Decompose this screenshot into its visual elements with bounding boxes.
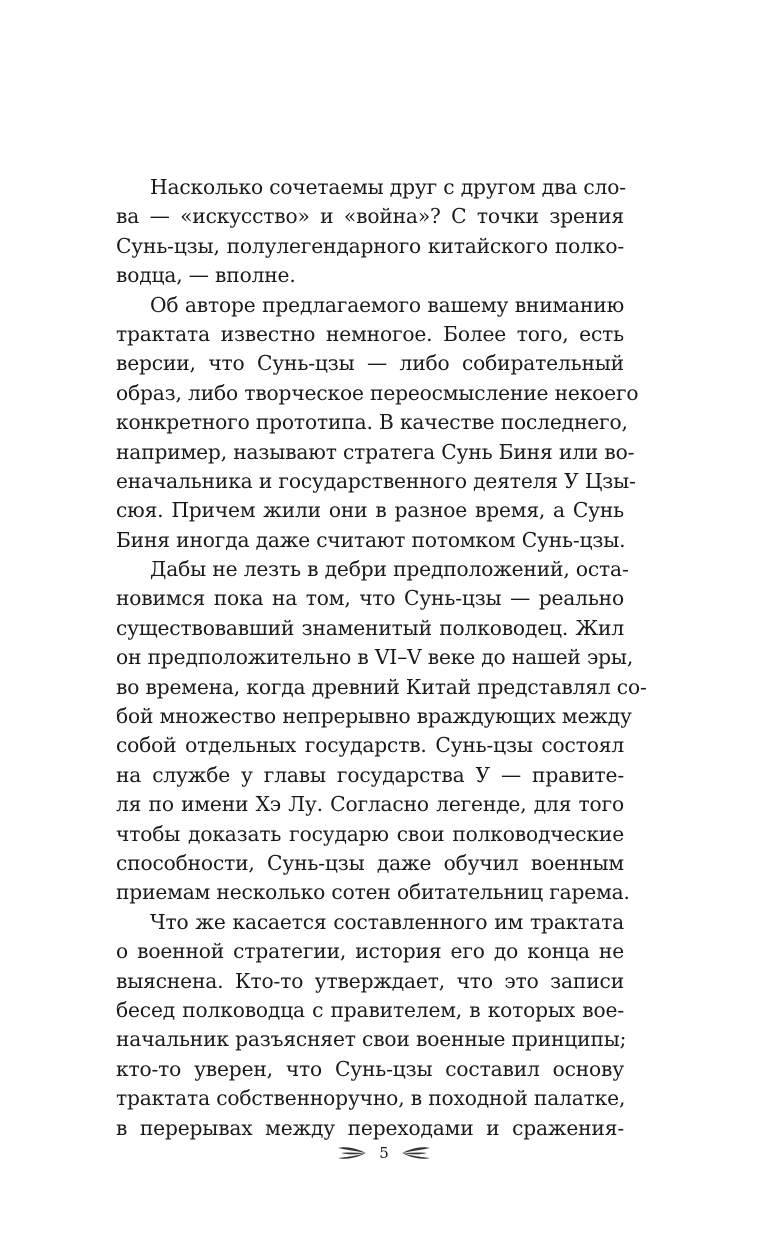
text-line: приемам несколько сотен обитательниц гарема.	[116, 880, 630, 905]
text-line: Что же касается составленного им трактата	[150, 909, 624, 934]
leaf-ornament-icon	[337, 1145, 367, 1161]
text-line: кто-то уверен, что Сунь-цзы составил основу	[116, 1056, 624, 1081]
text-line: он предположительно в VI–V веке до нашей эры,	[116, 645, 634, 670]
body-text	[116, 173, 647, 1143]
text-line: бесед полководца с правителем, в которых вое-	[116, 997, 624, 1022]
leaf-ornament-icon	[401, 1145, 431, 1161]
text-line: конкретного прототипа. В качестве последнего,	[116, 410, 628, 435]
text-line: Дабы не лезть в дебри предположений, оста-	[150, 557, 629, 582]
text-line: чтобы доказать государю свои полководческие	[116, 821, 624, 846]
text-line: Сунь-цзы, полулегендарного китайского полко-	[116, 233, 624, 258]
text-line: еначальника и государственного деятеля У Цзы-	[116, 468, 636, 493]
text-line: о военной стратегии, история его до конца не	[116, 939, 624, 964]
text-line: образ, либо творческое переосмысление некоего	[116, 380, 639, 405]
text-line: начальник разъясняет свои военные принципы;	[116, 1027, 627, 1052]
text-line: новимся пока на том, что Сунь-цзы — реально	[116, 586, 624, 611]
text-line: ва — «искусство» и «война»? С точки зрения	[116, 204, 624, 229]
text-line: Об авторе предлагаемого вашему вниманию	[150, 292, 624, 317]
text-line: способности, Сунь-цзы даже обучил военным	[116, 850, 624, 875]
text-line: версии, что Сунь-цзы — либо собирательный	[116, 351, 624, 376]
text-line: сюя. Причем жили они в разное время, а Сунь	[116, 498, 624, 523]
text-line: трактата собственноручно, в походной палатке,	[116, 1086, 626, 1111]
text-line: например, называют стратега Сунь Биня или во-	[116, 439, 635, 464]
text-line: на службе у главы государства У — правите-	[116, 762, 624, 787]
text-line: водца, — вполне.	[116, 263, 296, 288]
text-line: во времена, когда древний Китай представлял со-	[116, 674, 647, 699]
page-footer	[0, 1141, 768, 1165]
text-line: Насколько сочетаемы друг с другом два сло-	[150, 175, 626, 199]
text-line: трактата известно немногое. Более того, есть	[116, 321, 624, 346]
text-line: существовавший знаменитый полководец. Жил	[116, 615, 624, 640]
text-line: бой множество непрерывно враждующих между	[116, 704, 632, 729]
page-number: 5	[379, 1144, 389, 1162]
text-line: в перерывах между переходами и сражения-	[116, 1115, 624, 1140]
text-line: выяснена. Кто-то утверждает, что это записи	[116, 968, 624, 993]
text-line: Биня иногда даже считают потомком Сунь-цзы.	[116, 527, 626, 552]
text-line: ля по имени Хэ Лу. Согласно легенде, для того	[116, 792, 624, 817]
text-line: собой отдельных государств. Сунь-цзы состоял	[116, 733, 624, 758]
